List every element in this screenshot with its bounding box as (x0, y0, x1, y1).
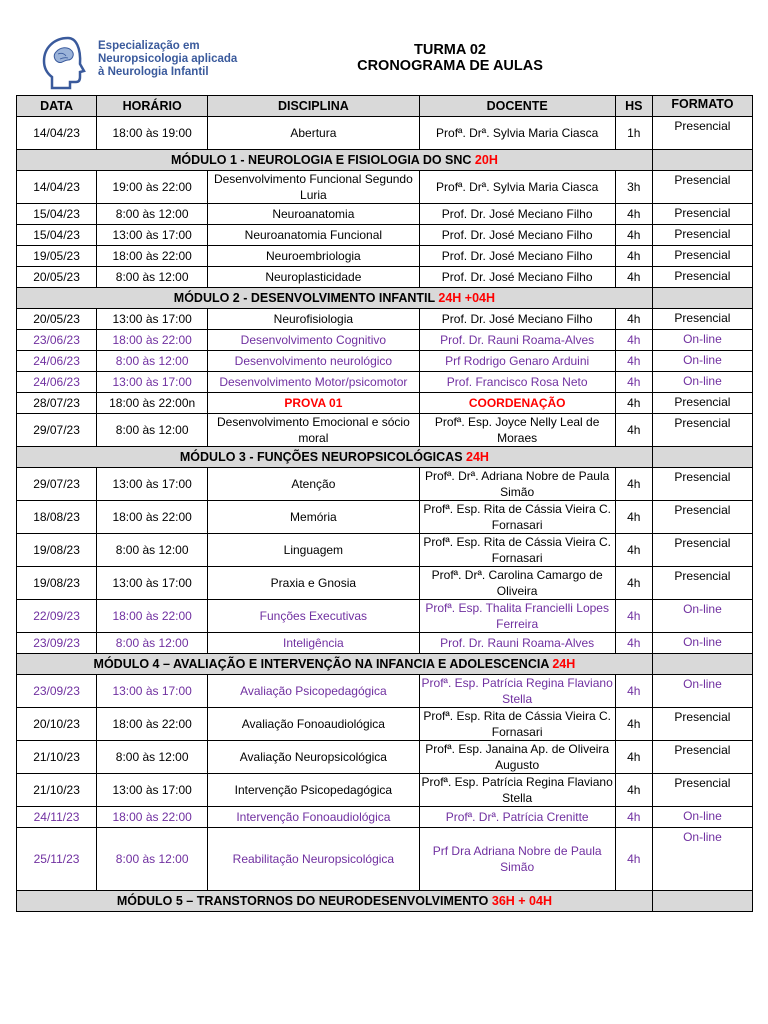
cell-time: 8:00 às 12:00 (97, 534, 208, 567)
cell-date: 14/04/23 (17, 171, 97, 204)
cell-discipline: Avaliação Fonoaudiológica (208, 708, 419, 741)
table-row (17, 393, 753, 414)
cell-hours: 4h (615, 351, 652, 372)
cell-discipline: Desenvolvimento neurológico (208, 351, 419, 372)
logo-line-2: Neuropsicologia aplicada (98, 53, 238, 65)
cell-time: 18:00 às 22:00 (97, 330, 208, 351)
cell-format: On-line (652, 807, 752, 828)
module-name: MÓDULO 1 - NEUROLOGIA E FISIOLOGIA DO SNC (170, 153, 475, 167)
col-hours: HS (615, 96, 652, 117)
title-schedule: CRONOGRAMA DE AULAS (357, 58, 543, 74)
cell-format: Presencial (652, 246, 752, 267)
cell-hours: 4h (615, 708, 652, 741)
cell-discipline: PROVA 01 (208, 393, 419, 414)
module-hours: 24H (466, 450, 489, 464)
cell-format: On-line (652, 600, 752, 633)
cell-date: 29/07/23 (17, 468, 97, 501)
table-header (17, 96, 753, 117)
module-title (17, 288, 653, 309)
cell-time: 13:00 às 17:00 (97, 567, 208, 600)
table-row (17, 741, 753, 774)
col-discipline: DISCIPLINA (208, 96, 419, 117)
table-row (17, 774, 753, 807)
table-row (17, 204, 753, 225)
table-row (17, 501, 753, 534)
cell-discipline: Inteligência (208, 633, 419, 654)
table-row (17, 351, 753, 372)
cell-teacher: Profª. Drª. Patrícia Crenitte (419, 807, 615, 828)
cell-time: 13:00 às 17:00 (97, 774, 208, 807)
cell-time: 18:00 às 22:00 (97, 246, 208, 267)
table-row (17, 633, 753, 654)
cell-hours: 4h (615, 372, 652, 393)
cell-date: 20/05/23 (17, 309, 97, 330)
cell-date: 15/04/23 (17, 225, 97, 246)
cell-format: On-line (652, 372, 752, 393)
cell-time: 18:00 às 22:00 (97, 501, 208, 534)
cell-format: On-line (652, 351, 752, 372)
cell-date: 22/09/23 (17, 600, 97, 633)
cell-hours: 4h (615, 330, 652, 351)
table-row (17, 828, 753, 891)
cell-hours: 4h (615, 567, 652, 600)
table-row (17, 171, 753, 204)
page-title (300, 42, 600, 74)
module-title (17, 891, 653, 912)
cell-format: Presencial (652, 171, 752, 204)
cell-discipline: Desenvolvimento Funcional Segundo Luria (208, 171, 419, 204)
cell-date: 28/07/23 (17, 393, 97, 414)
cell-time: 18:00 às 19:00 (97, 117, 208, 150)
cell-hours: 4h (615, 246, 652, 267)
cell-format: Presencial (652, 414, 752, 447)
cell-hours: 3h (615, 171, 652, 204)
module-title (17, 150, 653, 171)
cell-discipline: Neuroanatomia (208, 204, 419, 225)
cell-format: Presencial (652, 393, 752, 414)
cell-discipline: Abertura (208, 117, 419, 150)
cell-hours: 4h (615, 534, 652, 567)
module-row (17, 150, 753, 171)
cell-teacher: Prof. Dr. José Meciano Filho (419, 246, 615, 267)
table-row (17, 246, 753, 267)
cell-time: 18:00 às 22:00n (97, 393, 208, 414)
cell-hours: 1h (615, 117, 652, 150)
module-hours: 20H (474, 153, 498, 167)
cell-hours: 4h (615, 828, 652, 891)
cell-time: 18:00 às 22:00 (97, 600, 208, 633)
module-format-cell (652, 150, 752, 171)
cell-format: Presencial (652, 225, 752, 246)
cell-discipline: Intervenção Fonoaudiológica (208, 807, 419, 828)
cell-date: 23/06/23 (17, 330, 97, 351)
logo-line-3: à Neurologia Infantil (98, 66, 209, 78)
module-format-cell (652, 654, 752, 675)
cell-date: 19/05/23 (17, 246, 97, 267)
cell-format: On-line (652, 330, 752, 351)
cell-teacher: Prf Rodrigo Genaro Arduini (419, 351, 615, 372)
cell-teacher: Profª. Esp. Thalita Francielli Lopes Ferreira (419, 600, 615, 633)
cell-date: 24/06/23 (17, 351, 97, 372)
table-row (17, 468, 753, 501)
schedule-table (16, 95, 753, 912)
cell-teacher: Profª. Esp. Joyce Nelly Leal de Moraes (419, 414, 615, 447)
title-class: TURMA 02 (414, 42, 486, 58)
col-teacher: DOCENTE (419, 96, 615, 117)
cell-hours: 4h (615, 393, 652, 414)
cell-hours: 4h (615, 204, 652, 225)
cell-date: 20/10/23 (17, 708, 97, 741)
module-name: MÓDULO 2 - DESENVOLVIMENTO INFANTIL (173, 291, 439, 305)
cell-time: 19:00 às 22:00 (97, 171, 208, 204)
module-format-cell (652, 288, 752, 309)
cell-format: Presencial (652, 204, 752, 225)
cell-hours: 4h (615, 741, 652, 774)
module-format-cell (652, 447, 752, 468)
cell-hours: 4h (615, 633, 652, 654)
cell-discipline: Avaliação Psicopedagógica (208, 675, 419, 708)
cell-teacher: Prf Dra Adriana Nobre de Paula Simão (419, 828, 615, 891)
cell-discipline: Reabilitação Neuropsicológica (208, 828, 419, 891)
cell-hours: 4h (615, 468, 652, 501)
cell-date: 25/11/23 (17, 828, 97, 891)
cell-date: 24/06/23 (17, 372, 97, 393)
cell-hours: 4h (615, 225, 652, 246)
table-row (17, 567, 753, 600)
cell-teacher: Profª. Esp. Rita de Cássia Vieira C. Fornasari (419, 501, 615, 534)
cell-date: 29/07/23 (17, 414, 97, 447)
cell-date: 23/09/23 (17, 675, 97, 708)
cell-teacher: Profª. Esp. Patrícia Regina Flaviano Stella (419, 675, 615, 708)
cell-time: 8:00 às 12:00 (97, 267, 208, 288)
cell-hours: 4h (615, 807, 652, 828)
cell-time: 8:00 às 12:00 (97, 204, 208, 225)
cell-teacher: Prof. Dr. José Meciano Filho (419, 309, 615, 330)
cell-time: 8:00 às 12:00 (97, 741, 208, 774)
module-name: MÓDULO 3 - FUNÇÕES NEUROPSICOLÓGICAS (179, 450, 467, 464)
cell-time: 13:00 às 17:00 (97, 468, 208, 501)
cell-date: 21/10/23 (17, 741, 97, 774)
cell-discipline: Intervenção Psicopedagógica (208, 774, 419, 807)
cell-teacher: Profª. Esp. Janaina Ap. de Oliveira Augusto (419, 741, 615, 774)
cell-format: On-line (652, 828, 752, 891)
table-row (17, 675, 753, 708)
cell-date: 15/04/23 (17, 204, 97, 225)
cell-time: 13:00 às 17:00 (97, 372, 208, 393)
cell-date: 14/04/23 (17, 117, 97, 150)
cell-time: 8:00 às 12:00 (97, 633, 208, 654)
head-profile-icon (38, 32, 98, 92)
cell-date: 19/08/23 (17, 534, 97, 567)
cell-discipline: Memória (208, 501, 419, 534)
cell-teacher: Profª. Esp. Rita de Cássia Vieira C. Fornasari (419, 708, 615, 741)
cell-hours: 4h (615, 267, 652, 288)
module-row (17, 891, 753, 912)
cell-discipline: Neuroanatomia Funcional (208, 225, 419, 246)
cell-time: 18:00 às 22:00 (97, 807, 208, 828)
cell-format: Presencial (652, 774, 752, 807)
cell-teacher: COORDENAÇÃO (419, 393, 615, 414)
module-hours: 24H (552, 657, 576, 671)
table-row (17, 414, 753, 447)
cell-date: 20/05/23 (17, 267, 97, 288)
table-row (17, 600, 753, 633)
cell-date: 19/08/23 (17, 567, 97, 600)
table-body (17, 117, 753, 912)
cell-teacher: Prof. Francisco Rosa Neto (419, 372, 615, 393)
cell-discipline: Linguagem (208, 534, 419, 567)
module-row (17, 288, 753, 309)
cell-time: 13:00 às 17:00 (97, 309, 208, 330)
cell-discipline: Avaliação Neuropsicológica (208, 741, 419, 774)
cell-discipline: Neuroembriologia (208, 246, 419, 267)
col-date: DATA (17, 96, 97, 117)
cell-format: Presencial (652, 267, 752, 288)
logo-line-1: Especialização em (98, 40, 200, 52)
cell-teacher: Profª. Drª. Sylvia Maria Ciasca (419, 117, 615, 150)
cell-discipline: Funções Executivas (208, 600, 419, 633)
cell-discipline: Praxia e Gnosia (208, 567, 419, 600)
cell-teacher: Prof. Dr. José Meciano Filho (419, 225, 615, 246)
module-hours: 24H +04H (438, 291, 496, 305)
table-row (17, 807, 753, 828)
cell-discipline: Neuroplasticidade (208, 267, 419, 288)
table-row (17, 225, 753, 246)
cell-format: Presencial (652, 309, 752, 330)
cell-teacher: Prof. Dr. Rauni Roama-Alves (419, 633, 615, 654)
cell-format: On-line (652, 633, 752, 654)
module-name: MÓDULO 5 – TRANSTORNOS DO NEURODESENVOLVIMENTO (116, 894, 492, 908)
cell-format: Presencial (652, 117, 752, 150)
cell-format: Presencial (652, 708, 752, 741)
cell-discipline: Desenvolvimento Cognitivo (208, 330, 419, 351)
cell-time: 13:00 às 17:00 (97, 225, 208, 246)
table-row (17, 309, 753, 330)
cell-teacher: Profª. Drª. Adriana Nobre de Paula Simão (419, 468, 615, 501)
module-title (17, 654, 653, 675)
table-row (17, 372, 753, 393)
cell-hours: 4h (615, 600, 652, 633)
cell-time: 8:00 às 12:00 (97, 414, 208, 447)
cell-date: 23/09/23 (17, 633, 97, 654)
cell-hours: 4h (615, 309, 652, 330)
cell-teacher: Profª. Esp. Rita de Cássia Vieira C. Fornasari (419, 534, 615, 567)
cell-teacher: Profª. Esp. Patrícia Regina Flaviano Stella (419, 774, 615, 807)
cell-time: 13:00 às 17:00 (97, 675, 208, 708)
cell-format: On-line (652, 675, 752, 708)
cell-date: 21/10/23 (17, 774, 97, 807)
module-row (17, 447, 753, 468)
cell-discipline: Desenvolvimento Emocional e sócio moral (208, 414, 419, 447)
module-name: MÓDULO 4 – AVALIAÇÃO E INTERVENÇÃO NA INFANCIA E ADOLESCENCIA (93, 657, 553, 671)
col-format: FORMATO (652, 96, 752, 117)
cell-hours: 4h (615, 675, 652, 708)
cell-time: 8:00 às 12:00 (97, 828, 208, 891)
cell-teacher: Profª. Drª. Carolina Camargo de Oliveira (419, 567, 615, 600)
module-format-cell (652, 891, 752, 912)
module-hours: 36H + 04H (491, 894, 552, 908)
cell-discipline: Atenção (208, 468, 419, 501)
cell-teacher: Prof. Dr. José Meciano Filho (419, 204, 615, 225)
cell-teacher: Profª. Drª. Sylvia Maria Ciasca (419, 171, 615, 204)
table-row (17, 267, 753, 288)
cell-format: Presencial (652, 534, 752, 567)
cell-date: 18/08/23 (17, 501, 97, 534)
table-row (17, 708, 753, 741)
cell-time: 8:00 às 12:00 (97, 351, 208, 372)
cell-time: 18:00 às 22:00 (97, 708, 208, 741)
cell-hours: 4h (615, 414, 652, 447)
cell-format: Presencial (652, 501, 752, 534)
cell-discipline: Desenvolvimento Motor/psicomotor (208, 372, 419, 393)
cell-date: 24/11/23 (17, 807, 97, 828)
institution-logo (38, 32, 248, 94)
cell-format: Presencial (652, 468, 752, 501)
module-row (17, 654, 753, 675)
table-row (17, 330, 753, 351)
table-row (17, 534, 753, 567)
cell-teacher: Prof. Dr. José Meciano Filho (419, 267, 615, 288)
col-time: HORÁRIO (97, 96, 208, 117)
cell-teacher: Prof. Dr. Rauni Roama-Alves (419, 330, 615, 351)
cell-format: Presencial (652, 741, 752, 774)
cell-format: Presencial (652, 567, 752, 600)
cell-hours: 4h (615, 774, 652, 807)
table-row (17, 117, 753, 150)
cell-discipline: Neurofisiologia (208, 309, 419, 330)
cell-hours: 4h (615, 501, 652, 534)
module-title (17, 447, 653, 468)
